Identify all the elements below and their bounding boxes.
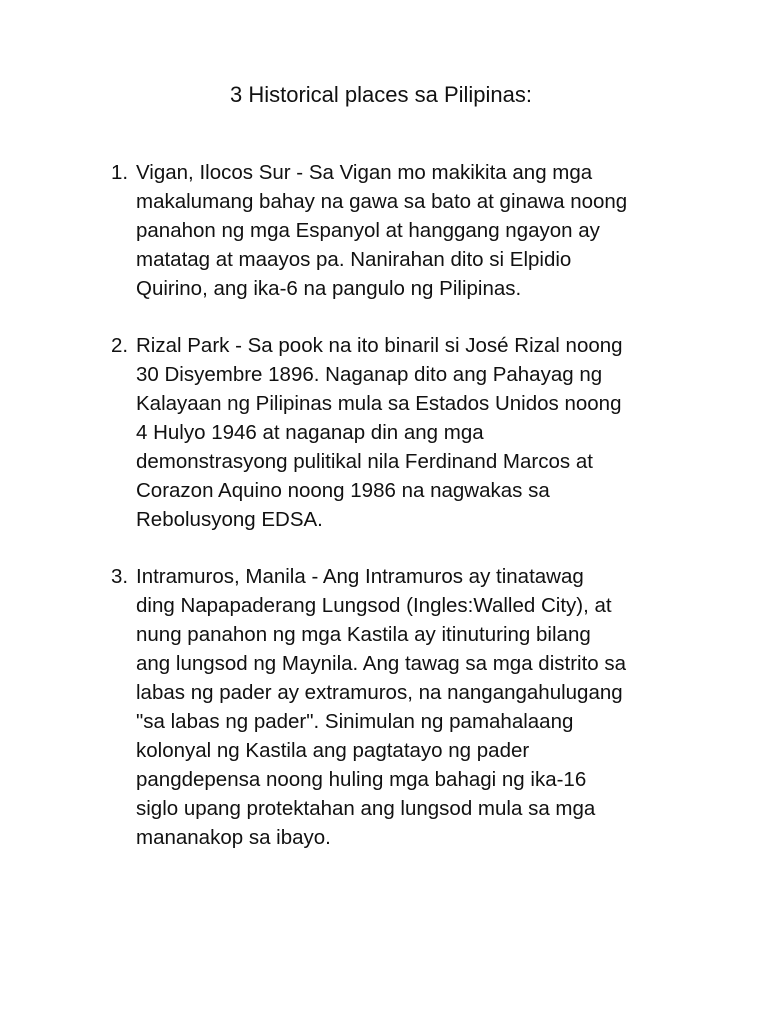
text-line: Kalayaan ng Pilipinas mula sa Estados Unidos noong bbox=[136, 392, 622, 415]
text-line: kolonyal ng Kastila ang pagtatayo ng pader bbox=[136, 739, 530, 762]
text-line: "sa labas ng pader". Sinimulan ng pamahalaang bbox=[136, 710, 574, 733]
text-line: mananakop sa ibayo. bbox=[136, 826, 331, 849]
text-line: Intramuros, Manila - Ang Intramuros ay tinatawag bbox=[136, 565, 584, 588]
text-line: Quirino, ang ika-6 na pangulo ng Pilipinas. bbox=[136, 277, 522, 300]
list-item-text bbox=[136, 562, 716, 852]
text-line: Rizal Park - Sa pook na ito binaril si José Rizal noong bbox=[136, 334, 623, 357]
text-line: makalumang bahay na gawa sa bato at ginawa noong bbox=[136, 190, 628, 213]
text-line: panahon ng mga Espanyol at hanggang ngayon ay bbox=[136, 219, 600, 242]
list-item-text bbox=[136, 158, 716, 303]
list-item-number: 2. bbox=[111, 334, 129, 357]
text-line: Corazon Aquino noong 1986 na nagwakas sa bbox=[136, 479, 550, 502]
text-line: nung panahon ng mga Kastila ay itinuturing bilang bbox=[136, 623, 591, 646]
list-item-number: 3. bbox=[111, 565, 129, 588]
text-line: Vigan, Ilocos Sur - Sa Vigan mo makikita ang mga bbox=[136, 161, 593, 184]
list-item bbox=[0, 562, 768, 852]
text-line: siglo upang protektahan ang lungsod mula sa mga bbox=[136, 797, 596, 820]
text-line: pangdepensa noong huling mga bahagi ng ika-16 bbox=[136, 768, 587, 791]
historical-places-list bbox=[0, 158, 768, 880]
text-line: Rebolusyong EDSA. bbox=[136, 508, 323, 531]
list-item-text bbox=[136, 331, 716, 534]
text-line: matatag at maayos pa. Nanirahan dito si Elpidio bbox=[136, 248, 572, 271]
list-item bbox=[0, 158, 768, 303]
document-title: 3 Historical places sa Pilipinas: bbox=[229, 82, 533, 107]
text-line: ding Napapaderang Lungsod (Ingles:Walled City), at bbox=[136, 594, 612, 617]
list-item-number: 1. bbox=[111, 161, 129, 184]
text-line: labas ng pader ay extramuros, na nangangahulugang bbox=[136, 681, 623, 704]
text-line: ang lungsod ng Maynila. Ang tawag sa mga distrito sa bbox=[136, 652, 627, 675]
text-line: demonstrasyong pulitikal nila Ferdinand Marcos at bbox=[136, 450, 593, 473]
text-line: 30 Disyembre 1896. Naganap dito ang Pahayag ng bbox=[136, 363, 603, 386]
text-line: 4 Hulyo 1946 at naganap din ang mga bbox=[136, 421, 484, 444]
list-item bbox=[0, 331, 768, 534]
